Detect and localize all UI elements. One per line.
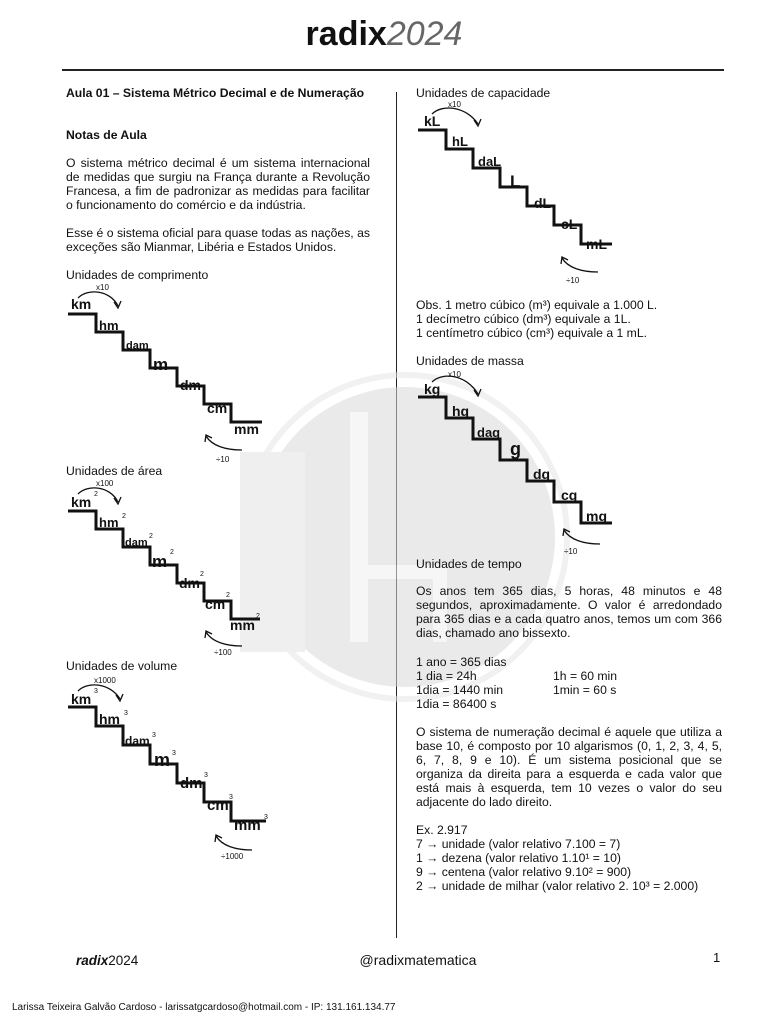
download-credit: Larissa Teixeira Galvão Cardoso - larissatgcardoso@hotmail.com - IP: 131.161.134.77: [12, 1002, 396, 1013]
divide-label: ÷10: [216, 455, 230, 464]
unit-label: m: [154, 750, 171, 770]
radix-logo: [0, 14, 768, 54]
divide-label: ÷10: [566, 276, 580, 285]
unit-label: L: [510, 172, 521, 191]
power-superscript: 3: [152, 732, 156, 739]
multiply-label: x100: [96, 479, 114, 488]
obs-line: Obs. 1 metro cúbico (m³) equivale a 1.000 L.: [416, 298, 658, 312]
mass-staircase: [416, 366, 626, 560]
footer-handle: @radixmatematica: [359, 952, 477, 968]
logo-year: 2024: [386, 15, 463, 53]
unit-label: hm: [99, 515, 119, 530]
power-superscript: 3: [94, 688, 98, 695]
power-superscript: 3: [229, 794, 233, 801]
unit-label: g: [510, 439, 521, 459]
unit-label: cg: [561, 487, 578, 503]
logo-name: radix: [305, 15, 387, 53]
time-heading: Unidades de tempo: [416, 557, 522, 571]
intro-paragraph-2: Esse é o sistema oficial para quase todas as nações, as exceções são Mianmar, Libéria e Estados Unidos.: [66, 226, 370, 254]
stair-line: [418, 397, 612, 523]
multiply-label: x1000: [94, 676, 116, 685]
unit-label: dam: [125, 734, 150, 748]
lesson-title: Aula 01 – Sistema Métrico Decimal e de Numeração: [66, 86, 365, 100]
unit-label: cm: [207, 797, 229, 814]
example-line: 2 → unidade de milhar (valor relativo 2. 10³ = 2.000): [416, 879, 699, 893]
power-superscript: 2: [94, 491, 98, 498]
unit-label: dm: [179, 575, 200, 591]
divide-label: ÷100: [214, 648, 232, 657]
obs-line: 1 decímetro cúbico (dm³) equivale a 1L.: [416, 312, 631, 326]
unit-label: dm: [180, 377, 201, 393]
unit-label: hm: [99, 711, 120, 727]
unit-label: km: [71, 494, 92, 510]
power-superscript: 2: [256, 613, 260, 620]
time-fact: 1h = 60 min: [553, 669, 618, 683]
unit-label: hm: [99, 318, 119, 333]
unit-label: dam: [126, 340, 149, 352]
time-fact: 1min = 60 s: [553, 683, 617, 697]
multiply-label: x10: [448, 370, 461, 379]
time-fact: 1 dia = 24h: [416, 669, 477, 683]
divide-label: ÷1000: [221, 852, 244, 861]
unit-label: cL: [561, 216, 578, 232]
area-heading: Unidades de área: [66, 464, 163, 478]
capacity-staircase: [416, 98, 621, 290]
volume-heading: Unidades de volume: [66, 659, 178, 673]
unit-label: mm: [234, 421, 259, 437]
example-heading: Ex. 2.917: [416, 823, 468, 837]
multiply-label: x10: [448, 100, 461, 109]
unit-label: mL: [586, 236, 607, 252]
unit-label: kg: [424, 381, 441, 397]
power-superscript: 2: [200, 571, 204, 578]
mass-heading: Unidades de massa: [416, 354, 524, 368]
example-line: 1 → dezena (valor relativo 1.10¹ = 10): [416, 851, 621, 865]
unit-label: mg: [586, 508, 607, 524]
unit-label: km: [71, 296, 92, 312]
header-rule: [62, 69, 724, 71]
length-heading: Unidades de comprimento: [66, 268, 209, 282]
unit-label: hg: [452, 403, 470, 419]
notes-heading: Notas de Aula: [66, 128, 147, 142]
page-number: 1: [713, 950, 721, 965]
volume-staircase: [66, 673, 276, 863]
capacity-heading: Unidades de capacidade: [416, 86, 551, 100]
multiply-label: x10: [96, 283, 109, 292]
unit-label: kL: [424, 113, 441, 129]
example-line: 7 → unidade (valor relativo 7.100 = 7): [416, 837, 621, 851]
intro-paragraph-1: O sistema métrico decimal é um sistema internacional de medidas que surgiu na França durante a Revolução Francesa, a fim de padronizar as medidas para facilitar o funcionamento do comércio e da indústria.: [66, 156, 370, 212]
example-line: 9 → centena (valor relativo 9.10² = 900): [416, 865, 632, 879]
numeration-paragraph: O sistema de numeração decimal é aquele que utiliza a base 10, é composto por 10 algarismos (0, 1, 2, 3, 4, 5, 6, 7, 8, 9 e 10). É um sistema posicional que se organiza da direita para a esquerda e cada valor que está mais à esquerda, tem 10 vezes o valor do seu adjacente do lado direito.: [416, 725, 722, 809]
time-fact: 1dia = 86400 s: [416, 697, 497, 711]
obs-line: 1 centímetro cúbico (cm³) equivale a 1 mL.: [416, 326, 647, 340]
unit-label: hL: [452, 134, 468, 149]
unit-label: dag: [477, 425, 501, 440]
unit-label: km: [71, 691, 92, 707]
unit-label: dam: [125, 537, 148, 549]
unit-label: cm: [207, 400, 228, 416]
footer-brand-year: 2024: [108, 953, 139, 968]
time-fact: 1dia = 1440 min: [416, 683, 504, 697]
power-superscript: 2: [122, 513, 126, 520]
power-superscript: 2: [170, 549, 174, 556]
power-superscript: 3: [124, 710, 128, 717]
unit-label: mm: [234, 817, 261, 834]
unit-label: m: [152, 552, 168, 571]
power-superscript: 3: [172, 750, 176, 757]
unit-label: dg: [533, 466, 551, 482]
time-paragraph: Os anos tem 365 dias, 5 horas, 48 minutos e 48 segundos, aproximadamente. O valor é arredondado para 365 dias e a cada quatro anos, temos um com 366 dias, chamado ano bissexto.: [416, 584, 722, 640]
unit-label: mm: [230, 617, 255, 633]
unit-label: dm: [180, 775, 203, 792]
unit-label: m: [153, 355, 169, 374]
power-superscript: 2: [149, 533, 153, 540]
time-fact: 1 ano = 365 dias: [416, 655, 507, 669]
power-superscript: 2: [226, 592, 230, 599]
length-staircase: [66, 282, 271, 462]
unit-label: cm: [205, 596, 226, 612]
area-staircase: [66, 478, 271, 658]
power-superscript: 3: [204, 772, 208, 779]
unit-label: daL: [478, 154, 502, 169]
power-superscript: 3: [264, 814, 268, 821]
divide-label: ÷10: [564, 547, 578, 556]
unit-label: dL: [534, 195, 552, 211]
footer-brand-name: radix: [76, 953, 109, 968]
